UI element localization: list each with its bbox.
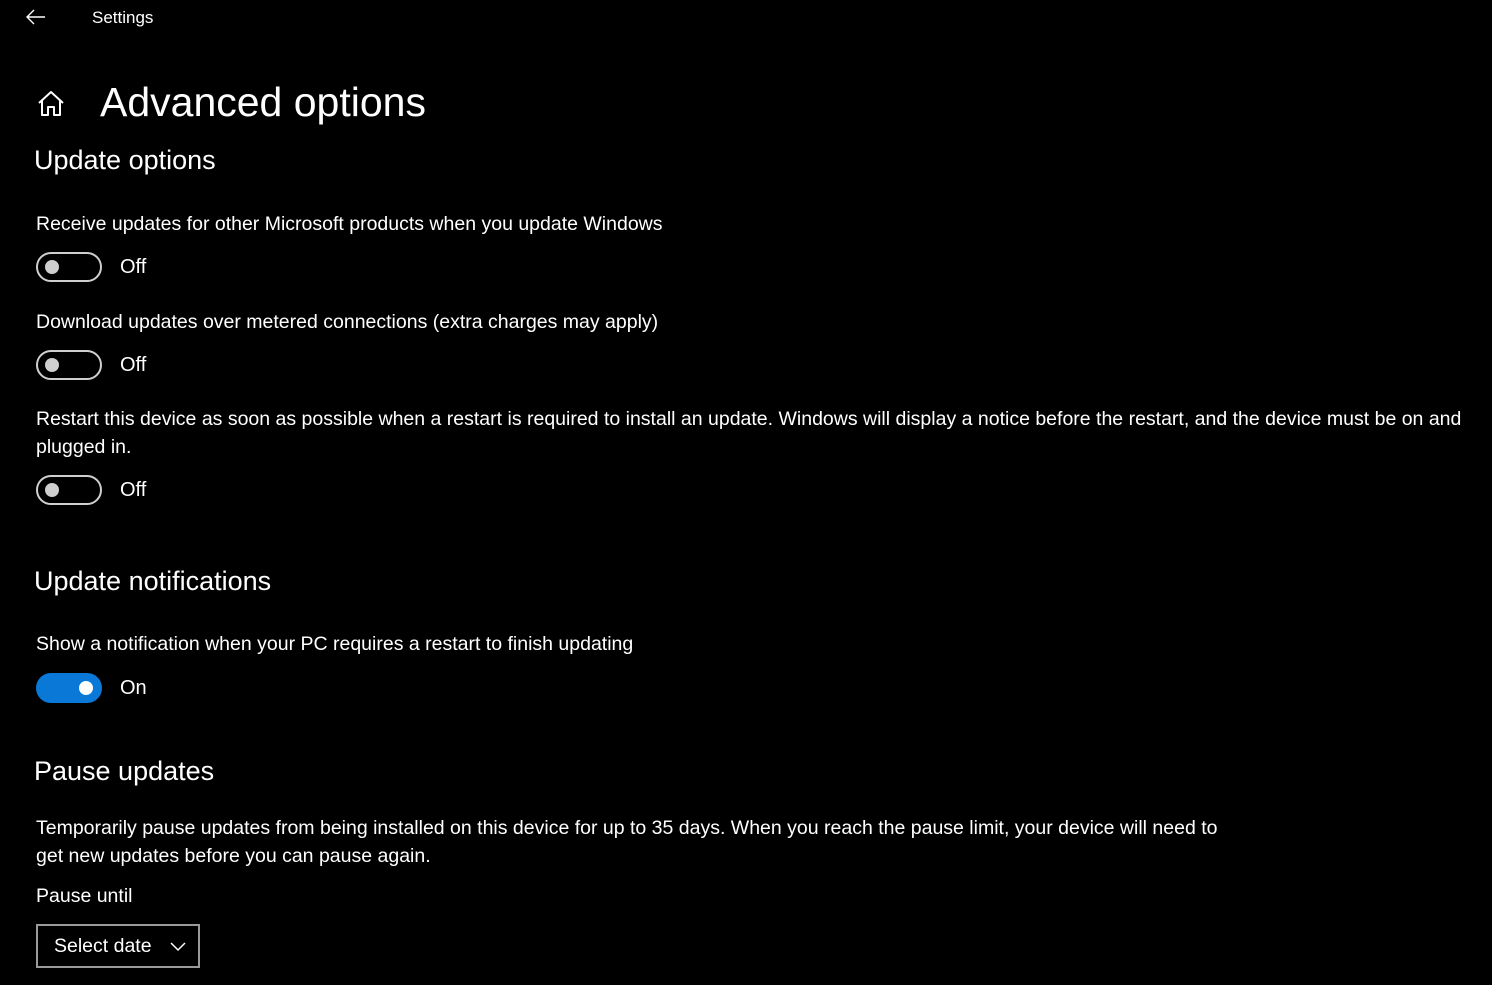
setting-label-restart-notification: Show a notification when your PC requires a restart to finish updating [36, 633, 634, 655]
chevron-down-icon [170, 939, 186, 953]
toggle-switch[interactable] [36, 475, 102, 505]
pause-until-label: Pause until [36, 885, 133, 907]
toggle-knob [45, 260, 59, 274]
section-header-pause-updates: Pause updates [34, 756, 215, 786]
toggle-restart-asap[interactable] [36, 474, 146, 506]
toggle-state-label: Off [120, 354, 147, 376]
home-icon [36, 88, 66, 118]
toggle-state-label: On [120, 677, 147, 699]
back-arrow-icon [26, 9, 46, 25]
page-title: Advanced options [100, 79, 426, 125]
back-button[interactable] [20, 2, 52, 32]
toggle-knob [45, 358, 59, 372]
title-bar [0, 0, 1492, 36]
pause-description: Temporarily pause updates from being installed on this device for up to 35 days. When you reach the pause limit, your device will need to get new updates before you can pause again. [36, 817, 1218, 867]
app-title: Settings [92, 8, 154, 27]
toggle-switch[interactable] [36, 350, 102, 380]
toggle-state-label: Off [120, 479, 147, 501]
setting-label-other-products: Receive updates for other Microsoft products when you update Windows [36, 213, 663, 235]
section-header-update-options: Update options [34, 145, 216, 175]
toggle-other-products[interactable] [36, 251, 146, 283]
select-value: Select date [54, 934, 152, 957]
toggle-knob [79, 681, 93, 695]
pause-until-select[interactable] [36, 924, 200, 968]
toggle-restart-notification[interactable] [36, 672, 147, 704]
toggle-state-label: Off [120, 256, 147, 278]
toggle-switch[interactable] [36, 252, 102, 282]
setting-label-restart-asap: Restart this device as soon as possible when a restart is required to install an update. Windows will display a notice before the restart, and the device must be on and plugged in. [36, 408, 1462, 458]
home-button[interactable] [32, 84, 70, 122]
toggle-switch[interactable] [36, 673, 102, 703]
toggle-metered-connections[interactable] [36, 349, 146, 381]
toggle-knob [45, 483, 59, 497]
section-header-update-notifications: Update notifications [34, 566, 272, 596]
setting-label-metered-connections: Download updates over metered connections (extra charges may apply) [36, 311, 659, 333]
